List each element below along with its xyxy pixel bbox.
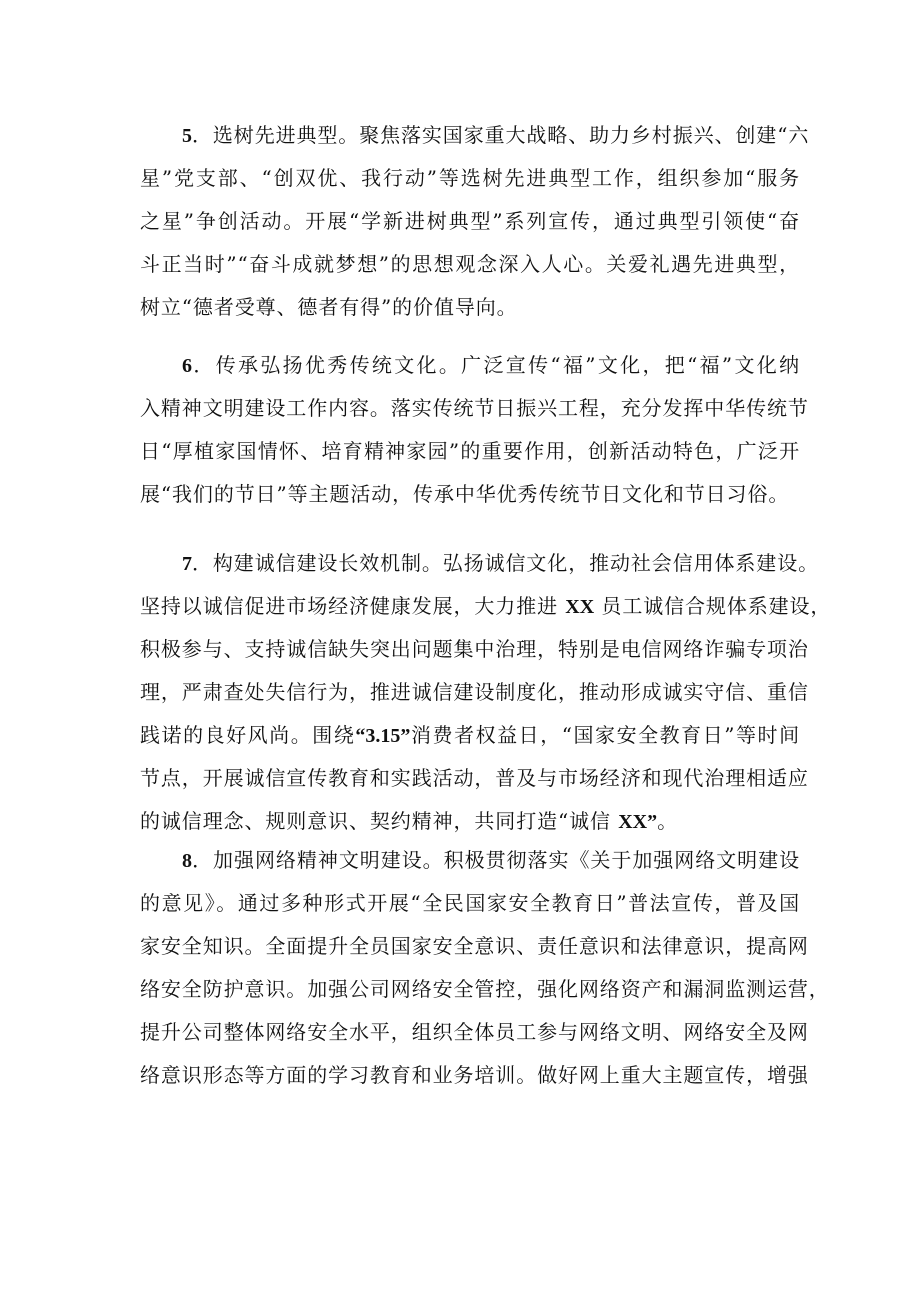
paragraph-line — [140, 806, 800, 836]
text-run: 入精神文明建设工作内容。落实传统节日振兴工程，充分发挥中华传统节 — [140, 396, 809, 420]
paragraph-line — [140, 479, 800, 509]
paragraph-line — [140, 634, 809, 664]
text-run: 理，严肃查处失信行为，推进诚信建设制度化，推动形成诚实守信、重信 — [140, 680, 809, 704]
text-run: 消费者权益日，“国家安全教育日”等时间 — [410, 723, 800, 747]
text-run: 星”党支部、“创双优、我行动”等选树先进典型工作，组织参加“服务 — [140, 166, 800, 190]
text-run: ．选树先进典型。聚焦落实国家重大战略、助力乡村振兴、创建“六 — [192, 123, 810, 147]
paragraph-line — [140, 393, 809, 423]
paragraph-line — [140, 206, 800, 236]
paragraph-line — [140, 292, 800, 322]
text-run: 坚持以诚信促进市场经济健康发展，大力推进 — [140, 594, 566, 618]
text-run: 。 — [657, 809, 678, 833]
text-run: ．加强网络精神文明建设。积极贯彻落实《关于加强网络文明建设 — [192, 848, 800, 872]
paragraph-line — [140, 931, 809, 961]
item-number: 6 — [182, 355, 192, 377]
paragraph-line — [140, 720, 800, 750]
paragraph-line — [140, 677, 809, 707]
item-number: 7 — [182, 553, 192, 575]
text-run: 之星”争创活动。开展“学新进树典型”系列宣传，通过典型引领使“奋 — [140, 209, 800, 233]
text-run: 斗正当时”“奋斗成就梦想”的思想观念深入人心。关爱礼遇先进典型， — [140, 252, 800, 276]
text-run: 的诚信理念、规则意识、契约精神，共同打造“诚信 — [140, 809, 619, 833]
paragraph-line — [140, 763, 809, 793]
paragraph-line — [182, 350, 800, 380]
text-run: 节点，开展诚信宣传教育和实践活动，普及与市场经济和现代治理相适应 — [140, 766, 809, 790]
paragraph-line — [182, 845, 800, 875]
item-number: 8 — [182, 850, 192, 872]
paragraph-line — [140, 249, 800, 279]
text-run: 积极参与、支持诚信缺失突出问题集中治理，特别是电信网络诈骗专项治 — [140, 637, 809, 661]
text-run: 日“厚植家国情怀、培育精神家园”的重要作用，创新活动特色，广泛开 — [140, 439, 800, 463]
text-run: “3.15” — [355, 725, 411, 747]
text-run: 展“我们的节日”等主题活动，传承中华优秀传统节日文化和节日习俗。 — [140, 482, 790, 506]
text-run: 员工诚信合规体系建设， — [594, 594, 832, 618]
paragraph-line — [140, 888, 800, 918]
text-run: 家安全知识。全面提升全员国家安全意识、责任意识和法律意识，提高网 — [140, 934, 809, 958]
text-run: 树立“德者受尊、德者有得”的价值导向。 — [140, 295, 518, 319]
text-run: XX” — [618, 811, 658, 833]
paragraph-line — [140, 974, 830, 1004]
paragraph-line — [182, 120, 810, 150]
text-run: 提升公司整体网络安全水平，组织全体员工参与网络文明、网络安全及网 — [140, 1020, 809, 1044]
text-run: 络意识形态等方面的学习教育和业务培训。做好网上重大主题宣传，增强 — [140, 1063, 809, 1087]
text-run: ．构建诚信建设长效机制。弘扬诚信文化，推动社会信用体系建设。 — [192, 551, 819, 575]
text-run: ．传承弘扬优秀传统文化。广泛宣传“福”文化，把“福”文化纳 — [192, 353, 800, 377]
paragraph-line — [140, 163, 800, 193]
paragraph-line — [140, 1060, 809, 1090]
paragraph-line — [140, 591, 832, 621]
paragraph-line — [140, 1017, 809, 1047]
paragraph-line — [182, 548, 819, 578]
paragraph-line — [140, 436, 800, 466]
text-run: 的意见》。通过多种形式开展“全民国家安全教育日”普法宣传，普及国 — [140, 891, 800, 915]
text-run: 络安全防护意识。加强公司网络安全管控，强化网络资产和漏洞监测运营， — [140, 977, 830, 1001]
item-number: 5 — [182, 125, 192, 147]
text-run: XX — [565, 596, 595, 618]
text-run: 践诺的良好风尚。围绕 — [140, 723, 356, 747]
